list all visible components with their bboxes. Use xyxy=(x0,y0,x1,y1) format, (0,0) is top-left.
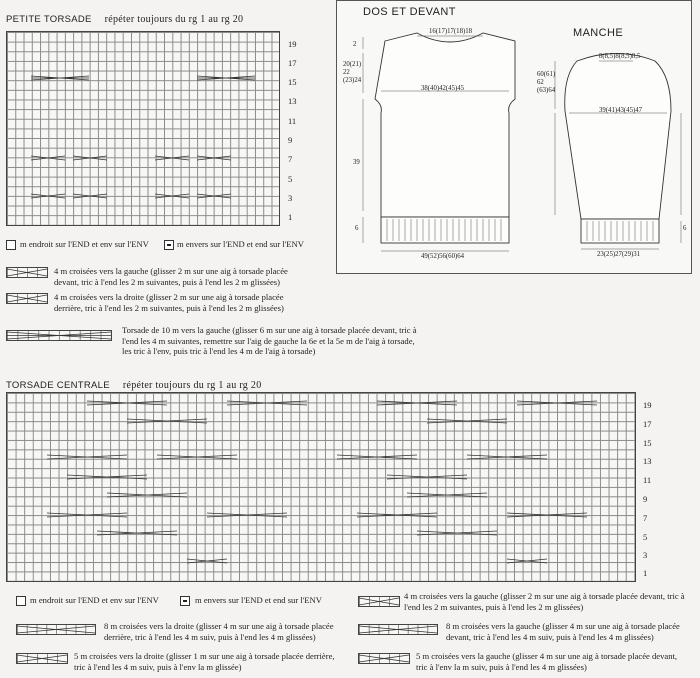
dos-chest-width: 38(40)42(45)45 xyxy=(421,85,465,92)
dos-neck-width: 16(17)17(18)18 xyxy=(429,28,473,35)
row-number: 7 xyxy=(643,513,648,523)
row-number: 5 xyxy=(643,532,648,542)
row-number: 17 xyxy=(288,58,297,68)
manche-rib-height: 6 xyxy=(683,225,687,232)
row-number: 5 xyxy=(288,174,293,184)
torsade-centrale-subtitle: répéter toujours du rg 1 au rg 20 xyxy=(122,380,262,391)
row-number: 13 xyxy=(643,456,652,466)
row-number: 15 xyxy=(643,438,652,448)
legend-envers-text: m envers sur l'END et end sur l'ENV xyxy=(177,239,304,249)
row-number: 15 xyxy=(288,77,297,87)
cross5-right-text: 5 m croisées vers la droite (glisser 1 m sur une aig à torsade placée derrière, tric à l'end les 4 m suiv, puis à l'env la m glissée) xyxy=(74,651,335,672)
dos-armhole-height: 20(21) 22 (23)24 xyxy=(343,61,362,84)
legend-endroit-symbol xyxy=(6,240,16,250)
cross4-left-text: 4 m croisées vers la gauche (glisser 2 m sur une aig à torsade placée devant, tric à l'end les 2 m suivantes, puis à l'end les 2 m glissées) xyxy=(54,266,288,287)
cross4-right-text: 4 m croisées vers la droite (glisser 2 m sur une aig à torsade placée derrière, tric à l'end les 2 m suivantes, puis à l'end les 2 m glissées) xyxy=(54,292,284,313)
row-number: 3 xyxy=(288,193,293,203)
row-number: 3 xyxy=(643,550,648,560)
petite-torsade-title xyxy=(6,14,243,25)
centrale-legend-envers-symbol xyxy=(180,596,190,606)
centrale-legend-envers-text: m envers sur l'END et end sur l'ENV xyxy=(195,595,322,605)
dos-devant-title: DOS ET DEVANT xyxy=(363,6,456,18)
manche-piece xyxy=(565,54,671,220)
row-number: 11 xyxy=(288,116,297,126)
cross8-right-symbol xyxy=(16,624,96,635)
dos-rib-height: 6 xyxy=(355,225,359,232)
cross4-right-symbol xyxy=(6,293,48,304)
manche-upper-width: 39(41)43(45)47 xyxy=(599,107,643,114)
dos-hem-width: 49(52)56(60)64 xyxy=(421,253,465,260)
schema-panel xyxy=(336,0,692,274)
row-number: 1 xyxy=(288,212,293,222)
row-number: 19 xyxy=(288,39,297,49)
dos-devant-piece xyxy=(375,33,515,217)
cable10-text: Torsade de 10 m vers la gauche (glisser 6 m sur une aig à torsade placée devant, tric à l'end les 4 m suivantes, remettre sur l'aig de gauche la 6e et la 5e m de l'aig à torsade, les tric à l'env, puis tric à l'end les 4 m de l'aig à torsade) xyxy=(122,325,417,357)
dos-shoulder-drop: 2 xyxy=(353,41,357,48)
centrale-legend-endroit-text: m endroit sur l'END et env sur l'ENV xyxy=(30,595,159,605)
centrale-cross4-left-symbol xyxy=(358,596,400,607)
centrale-cross4-left-text: 4 m croisées vers la gauche (glisser 2 m sur une aig à torsade placée devant, tric à l'end les 2 m suivantes, puis à l'end les 2 m glissées) xyxy=(404,591,685,612)
row-number: 9 xyxy=(643,494,648,504)
torsade-centrale-title xyxy=(6,380,262,391)
manche-cap-height: 60(61) 62 (63)64 xyxy=(537,71,556,94)
cable10-symbol xyxy=(6,330,112,341)
cross8-left-text: 8 m croisées vers la gauche (glisser 4 m sur une aig à torsade placée devant, tric à l'end les 4 m suiv, puis à l'end les 4 m glissées) xyxy=(446,621,680,642)
manche-cuff-width: 23(25)27(29)31 xyxy=(597,251,641,258)
dos-body-length: 39 xyxy=(353,159,360,166)
torsade-centrale-chart xyxy=(6,392,636,582)
petite-torsade-subtitle: répéter toujours du rg 1 au rg 20 xyxy=(104,14,244,25)
cross4-left-symbol xyxy=(6,267,48,278)
centrale-legend-endroit-symbol xyxy=(16,596,26,606)
row-number: 1 xyxy=(643,568,648,578)
row-number: 9 xyxy=(288,135,293,145)
manche-title: MANCHE xyxy=(573,27,624,39)
petite-torsade-chart xyxy=(6,31,280,226)
manche-top-width: 8(8,5)8(8,5)8,5 xyxy=(599,53,641,60)
row-number: 7 xyxy=(288,154,293,164)
petite-torsade-cables xyxy=(7,32,279,225)
cross5-left-text: 5 m croisées vers la gauche (glisser 4 m sur une aig à torsade placée devant, tric à l'env la m suiv, puis à l'end les 4 m glissées) xyxy=(416,651,678,672)
dos-rib xyxy=(381,217,509,243)
petite-torsade-name: PETITE TORSADE xyxy=(6,14,92,25)
garment-schema xyxy=(337,1,691,273)
row-number: 17 xyxy=(643,419,652,429)
cross8-right-text: 8 m croisées vers la droite (glisser 4 m sur une aig à torsade placée derrière, tric à l'end les 4 m suiv, puis à l'end les 4 m glissées) xyxy=(104,621,334,642)
cross5-right-symbol xyxy=(16,653,68,664)
legend-endroit-text: m endroit sur l'END et env sur l'ENV xyxy=(20,239,149,249)
row-number: 19 xyxy=(643,400,652,410)
torsade-centrale-cables xyxy=(7,393,635,581)
cross8-left-symbol xyxy=(358,624,438,635)
torsade-centrale-name: TORSADE CENTRALE xyxy=(6,380,110,391)
row-number: 13 xyxy=(288,96,297,106)
legend-envers-symbol xyxy=(164,240,174,250)
row-number: 11 xyxy=(643,475,652,485)
manche-rib xyxy=(581,219,659,243)
cross5-left-symbol xyxy=(358,653,410,664)
